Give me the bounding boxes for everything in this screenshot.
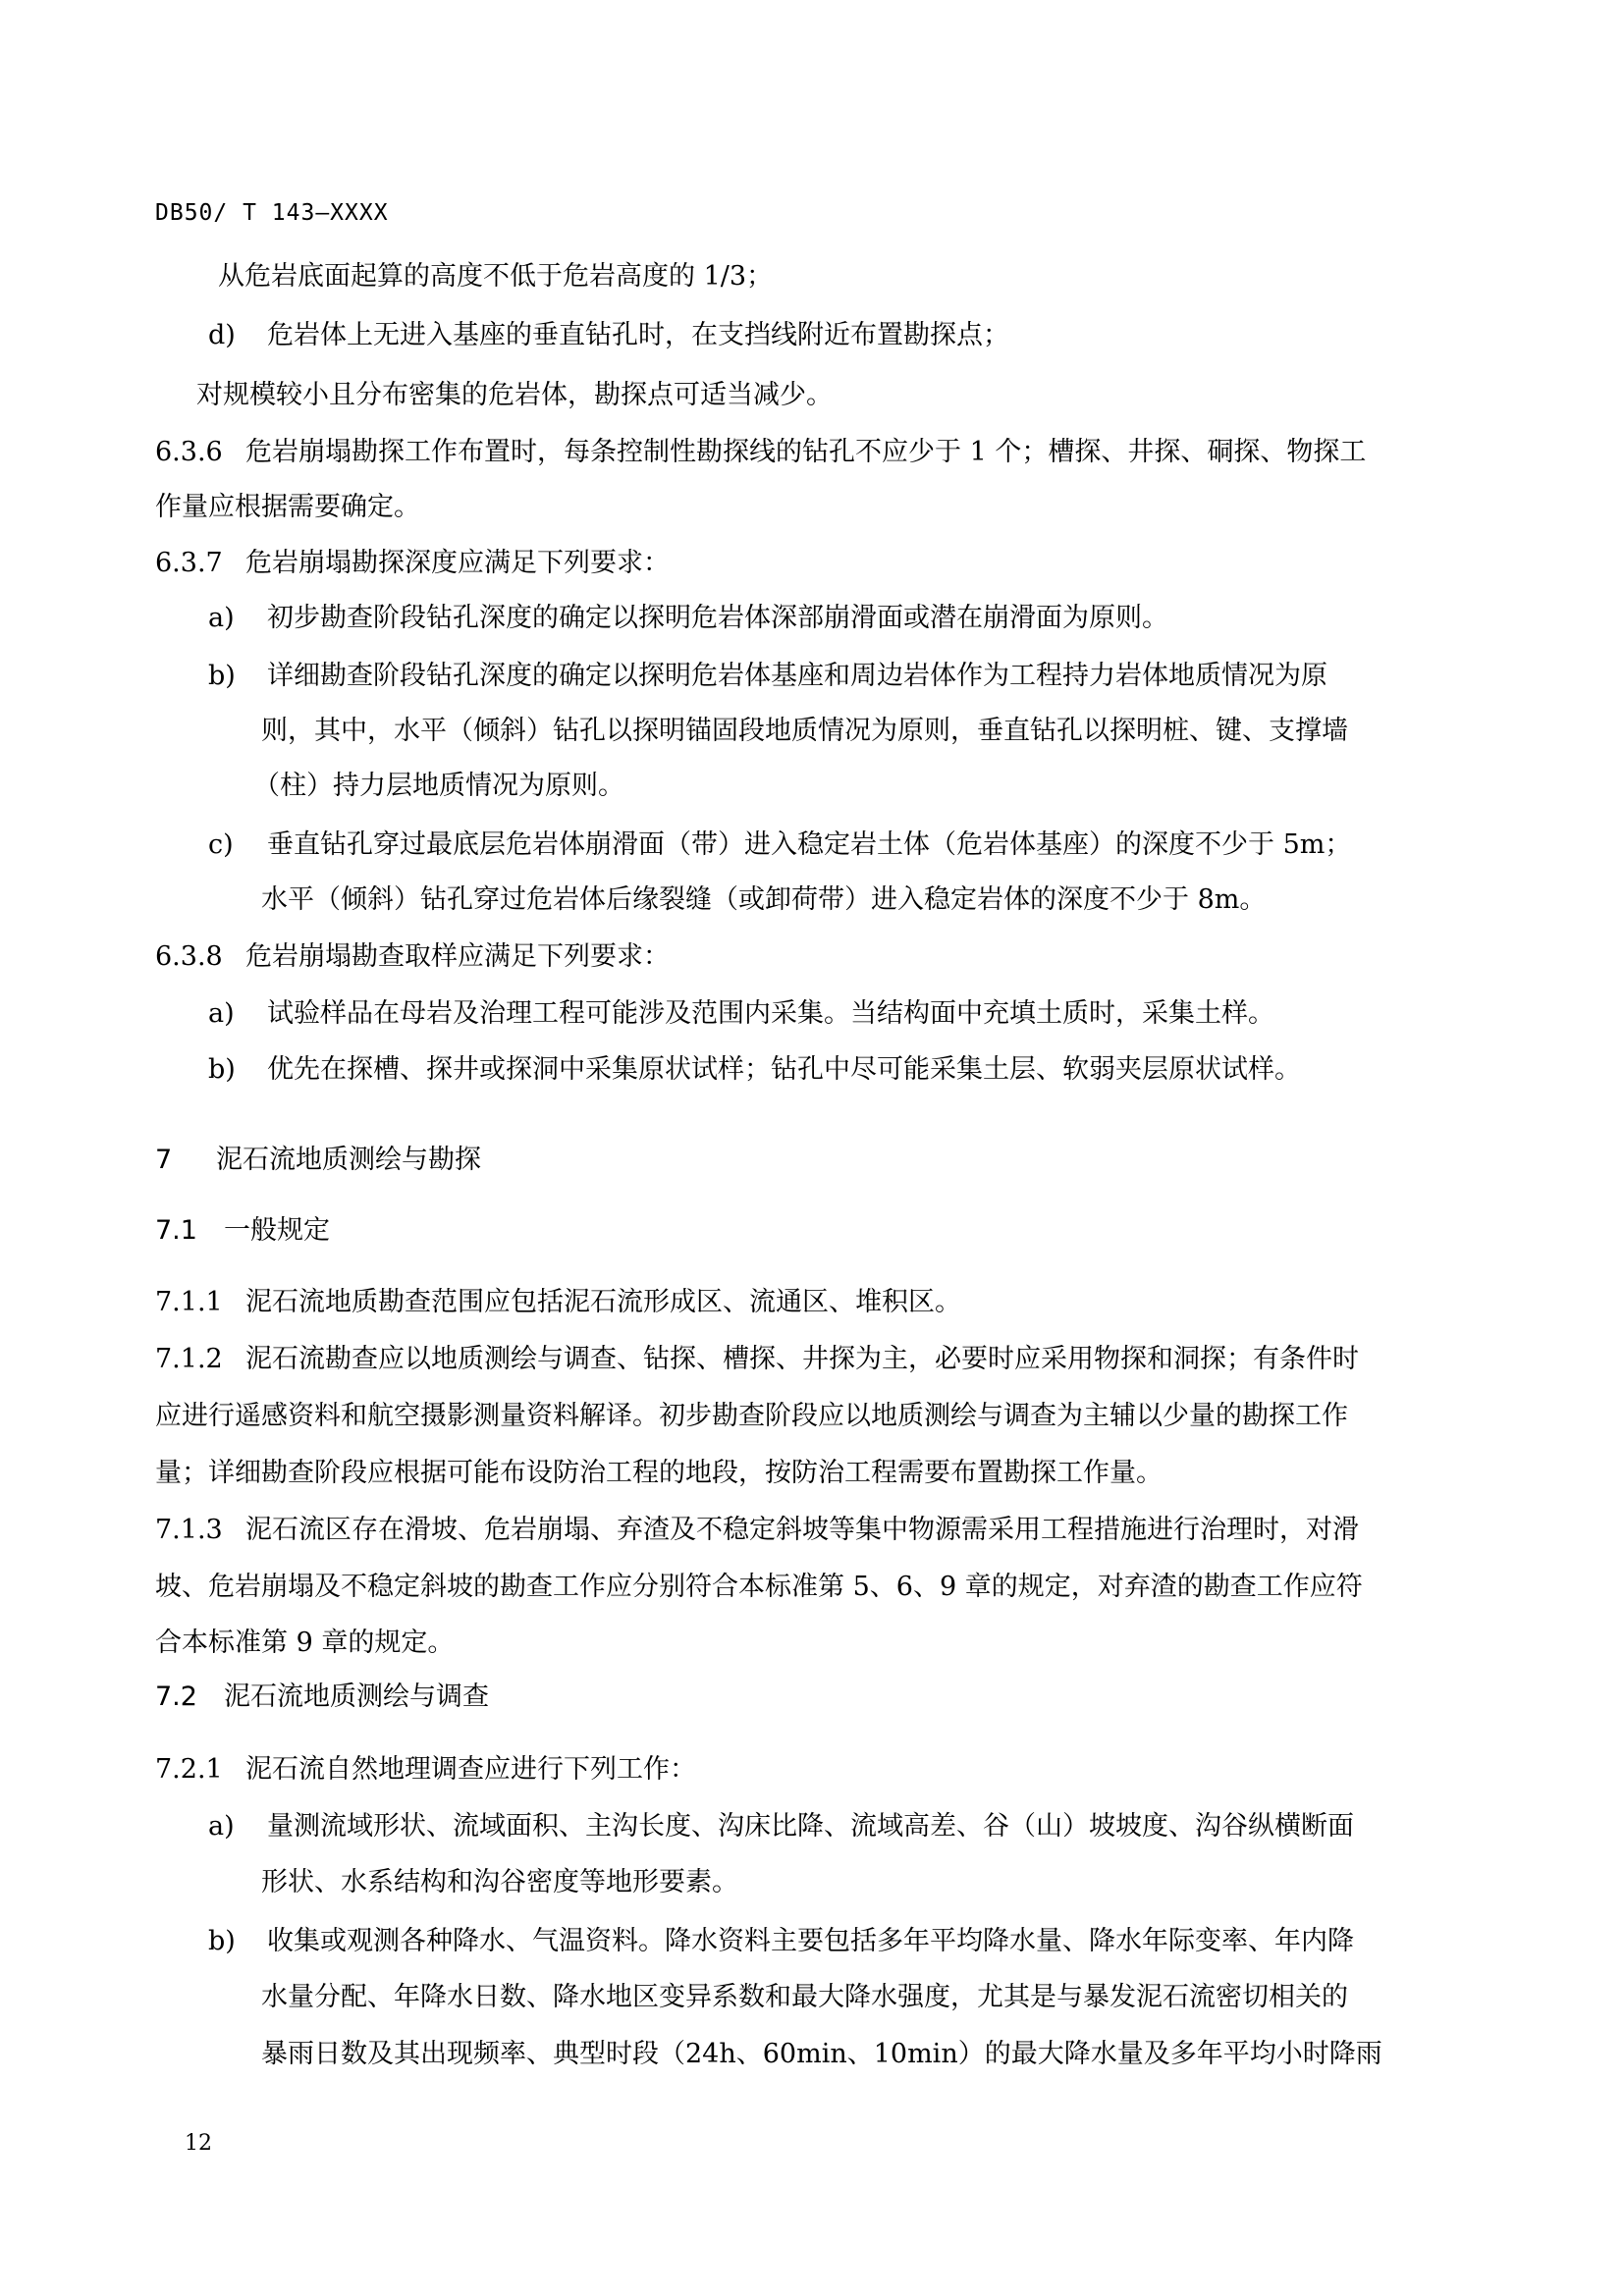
text-line: 对规模较小且分布密集的危岩体，勘探点可适当减少。 — [196, 380, 833, 410]
text-line: 水平（倾斜）钻孔穿过危岩体后缘裂缝（或卸荷带）进入稳定岩体的深度不少于 8m。 — [261, 884, 1267, 915]
text-line: 应进行遥感资料和航空摄影测量资料解译。初步勘查阶段应以地质测绘与调查为主辅以少量的勘探工作 — [155, 1401, 1348, 1431]
clause-7-2-1: 7.2.1 泥石流自然地理调查应进行下列工作： — [155, 1754, 696, 1785]
list-item-b: b) 收集或观测各种降水、气温资料。降水资料主要包括多年平均降水量、降水年际变率、年内降 — [208, 1926, 1354, 1956]
list-item-c: c) 垂直钻孔穿过最底层危岩体崩滑面（带）进入稳定岩土体（危岩体基座）的深度不少于 5m； — [208, 829, 1352, 860]
list-item-a: a) 初步勘查阶段钻孔深度的确定以探明危岩体深部崩滑面或潜在崩滑面为原则。 — [208, 603, 1168, 633]
text-line: 合本标准第 9 章的规定。 — [155, 1628, 455, 1658]
text-line: 则，其中，水平（倾斜）钻孔以探明锚固段地质情况为原则，垂直钻孔以探明桩、键、支撑墙 — [261, 716, 1348, 746]
text-line: （柱）持力层地质情况为原则。 — [253, 771, 624, 801]
text-line: 暴雨日数及其出现频率、典型时段（24h、60min、10min）的最大降水量及多年平均小时降雨 — [261, 2039, 1382, 2069]
list-item-a: a) 量测流域形状、流域面积、主沟长度、沟床比降、流域高差、谷（山）坡坡度、沟谷纵横断面 — [208, 1811, 1354, 1842]
clause-6-3-7: 6.3.7 危岩崩塌勘探深度应满足下列要求： — [155, 548, 670, 578]
clause-7-1-3: 7.1.3 泥石流区存在滑坡、危岩崩塌、弃渣及不稳定斜坡等集中物源需采用工程措施进行治理时，对滑 — [155, 1515, 1359, 1545]
clause-7-1-2: 7.1.2 泥石流勘查应以地质测绘与调查、钻探、槽探、井探为主，必要时应采用物探和洞探；有条件时 — [155, 1344, 1359, 1374]
clause-6-3-8: 6.3.8 危岩崩塌勘查取样应满足下列要求： — [155, 941, 670, 972]
list-item-a: a) 试验样品在母岩及治理工程可能涉及范围内采集。当结构面中充填土质时，采集土样。 — [208, 998, 1274, 1029]
text-line: 从危岩底面起算的高度不低于危岩高度的 1/3； — [218, 261, 774, 292]
text-line: 水量分配、年降水日数、降水地区变异系数和最大降水强度，尤其是与暴发泥石流密切相关的 — [261, 1982, 1348, 2012]
text-line: 量；详细勘查阶段应根据可能布设防治工程的地段，按防治工程需要布置勘探工作量。 — [155, 1458, 1163, 1488]
text-line: 坡、危岩崩塌及不稳定斜坡的勘查工作应分别符合本标准第 5、6、9 章的规定，对弃渣的勘查工作应符 — [155, 1572, 1363, 1602]
clause-7-1-1: 7.1.1 泥石流地质勘查范围应包括泥石流形成区、流通区、堆积区。 — [155, 1287, 961, 1317]
list-item-d: d) 危岩体上无进入基座的垂直钻孔时，在支挡线附近布置勘探点； — [208, 320, 1009, 350]
list-item-b: b) 优先在探槽、探井或探洞中采集原状试样；钻孔中尽可能采集土层、软弱夹层原状试样。 — [208, 1054, 1301, 1085]
doc-code-header: DB50/ T 143—XXXX — [155, 200, 389, 226]
section-7-2-heading: 7.2 泥石流地质测绘与调查 — [155, 1682, 489, 1712]
list-item-b: b) 详细勘查阶段钻孔深度的确定以探明危岩体基座和周边岩体作为工程持力岩体地质情况为原 — [208, 661, 1327, 691]
text-line: 形状、水系结构和沟谷密度等地形要素。 — [261, 1867, 738, 1897]
section-7-1-heading: 7.1 一般规定 — [155, 1215, 330, 1246]
page-number: 12 — [185, 2131, 212, 2156]
section-7-heading: 7 泥石流地质测绘与勘探 — [155, 1145, 481, 1175]
text-line: 作量应根据需要确定。 — [155, 492, 420, 522]
clause-6-3-6: 6.3.6 危岩崩塌勘探工作布置时，每条控制性勘探线的钻孔不应少于 1 个；槽探、井探、硐探、物探工 — [155, 437, 1367, 467]
